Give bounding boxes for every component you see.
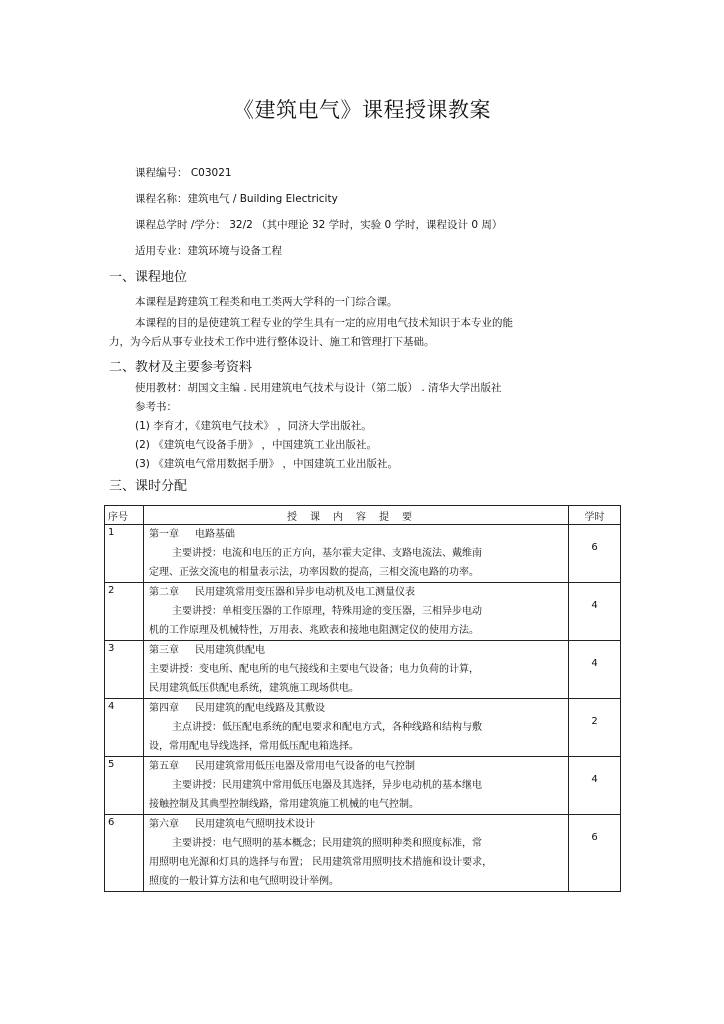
section-heading-schedule: 三、课时分配 (109, 479, 188, 494)
row-content (144, 699, 569, 757)
row-hours-cell (569, 815, 621, 892)
header-content-label: 授课内容提要 (287, 511, 425, 523)
position-paragraph-2b: 力，为今后从事专业技术工作中进行整体设计、施工和管理打下基础。 (109, 336, 435, 348)
row-hours: 6 (591, 832, 598, 843)
position-paragraph-2a: 本课程的目的是使建筑工程专业的学生具有一定的应用电气技术知识于本专业的能 (135, 317, 513, 329)
chapter-label: 第六章 (149, 819, 179, 830)
row-hours: 2 (591, 716, 598, 727)
row-detail-line: 主要讲授：电流和电压的正方向，基尔霍夫定律、支路电流法、戴维南 (172, 548, 482, 559)
row-hours-cell (569, 583, 621, 641)
row-detail-line: 照度的一般计算方法和电气照明设计举例。 (149, 876, 339, 887)
table-row (105, 757, 621, 815)
row-hours: 4 (591, 600, 598, 611)
course-hours: 课程总学时 /学分： 32/2 （其中理论 32 学时，实验 0 学时，课程设计 0 周） (135, 219, 503, 231)
reference-item: (2) 《建筑电气设备手册》 ，中国建筑工业出版社。 (135, 439, 378, 451)
row-detail-line: 主要讲授：民用建筑中常用低压电器及其选择，异步电动机的基本继电 (172, 780, 482, 791)
textbook-line: 使用教材：胡国文主编 . 民用建筑电气技术与设计（第二版） . 清华大学出版社 (135, 382, 502, 394)
row-content (144, 583, 569, 641)
table-row (105, 525, 621, 583)
header-no: 序号 (105, 506, 144, 525)
chapter-title: 民用建筑的配电线路及其敷设 (195, 703, 325, 714)
row-detail-line: 民用建筑低压供配电系统，建筑施工现场供电。 (149, 683, 359, 694)
chapter-title: 民用建筑常用变压器和异步电动机及电工测量仪表 (195, 587, 415, 598)
table-row (105, 641, 621, 699)
table-row (105, 699, 621, 757)
row-hours-cell (569, 641, 621, 699)
row-detail-line: 主点讲授：低压配电系统的配电要求和配电方式，各种线路和结构与敷 (172, 722, 482, 733)
row-hours: 4 (591, 774, 598, 785)
row-no: 6 (105, 815, 144, 892)
reference-label: 参考书： (135, 401, 177, 413)
row-content (144, 757, 569, 815)
table-header-row (105, 506, 621, 525)
row-no: 3 (105, 641, 144, 699)
row-detail-line: 定理、正弦交流电的相量表示法，功率因数的提高，三相交流电路的功率。 (149, 567, 479, 578)
section-heading-course-position: 一、课程地位 (109, 270, 188, 285)
chapter-title: 民用建筑供配电 (195, 645, 265, 656)
reference-item: (1) 李育才，《建筑电气技术》 ，同济大学出版社。 (135, 420, 372, 432)
chapter-title: 民用建筑电气照明技术设计 (195, 819, 315, 830)
row-hours-cell (569, 699, 621, 757)
table-row (105, 583, 621, 641)
row-hours: 6 (591, 542, 598, 553)
chapter-label: 第四章 (149, 703, 179, 714)
row-detail-line: 主要讲授：单相变压器的工作原理，特殊用途的变压器，三相异步电动 (172, 606, 482, 617)
header-content (144, 506, 569, 525)
row-detail-line: 主要讲授：电气照明的基本概念；民用建筑的照明种类和照度标准，常 (172, 838, 482, 849)
course-major: 适用专业：建筑环境与设备工程 (135, 245, 282, 257)
position-paragraph-1: 本课程是跨建筑工程类和电工类两大学科的一门综合课。 (135, 296, 398, 308)
row-detail-line: 接触控制及其典型控制线路，常用建筑施工机械的电气控制。 (149, 799, 419, 810)
row-no: 4 (105, 699, 144, 757)
reference-item: (3) 《建筑电气常用数据手册》 ，中国建筑工业出版社。 (135, 458, 399, 470)
chapter-title: 民用建筑常用低压电器及常用电气设备的电气控制 (195, 761, 415, 772)
course-code: 课程编号： C03021 (135, 167, 232, 179)
page-title: 《建筑电气》课程授课教案 (233, 98, 491, 122)
chapter-title: 电路基础 (195, 529, 235, 540)
row-detail-line: 主要讲授：变电所、配电所的电气接线和主要电气设备；电力负荷的计算， (149, 664, 479, 675)
header-hours: 学时 (569, 506, 621, 525)
row-hours-cell (569, 757, 621, 815)
row-detail-line: 机的工作原理及机械特性，万用表、兆欧表和接地电阻测定仪的使用方法。 (149, 625, 479, 636)
row-content (144, 815, 569, 892)
row-hours-cell (569, 525, 621, 583)
row-no: 1 (105, 525, 144, 583)
row-hours: 4 (591, 658, 598, 669)
row-content (144, 525, 569, 583)
row-content (144, 641, 569, 699)
row-detail-line: 用照明电光源和灯具的选择与布置； 民用建筑常用照明技术措施和设计要求， (149, 857, 493, 868)
section-heading-materials: 二、教材及主要参考资料 (109, 360, 253, 375)
schedule-table (104, 505, 621, 892)
chapter-label: 第二章 (149, 587, 179, 598)
table-row (105, 815, 621, 892)
row-no: 2 (105, 583, 144, 641)
chapter-label: 第五章 (149, 761, 179, 772)
row-no: 5 (105, 757, 144, 815)
chapter-label: 第三章 (149, 645, 179, 656)
chapter-label: 第一章 (149, 529, 179, 540)
row-detail-line: 设，常用配电导线选择，常用低压配电箱选择。 (149, 741, 359, 752)
course-name: 课程名称：建筑电气 / Building Electricity (135, 193, 338, 205)
